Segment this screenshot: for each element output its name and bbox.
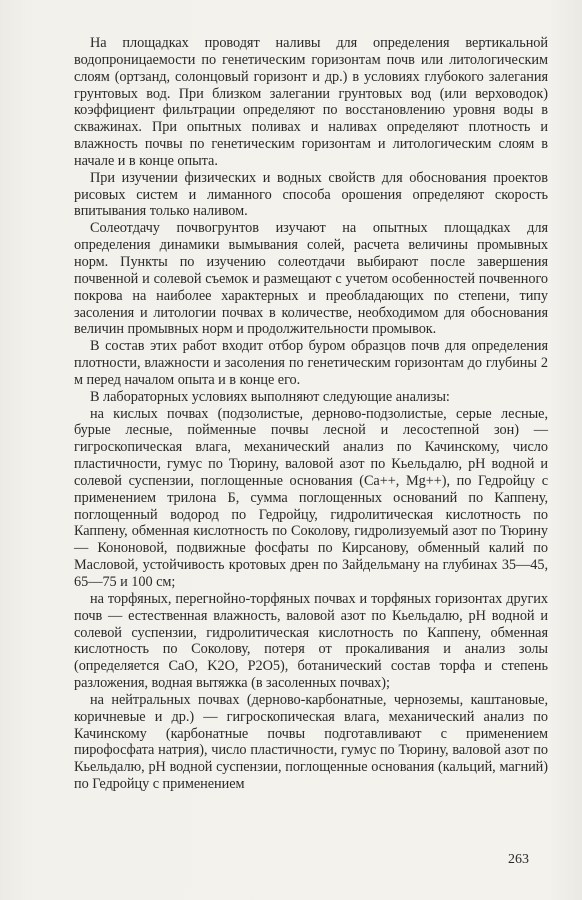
body-text	[74, 35, 548, 793]
page-number: 263	[508, 852, 529, 867]
paragraph-lab-intro: В лабораторных условиях выполняют следующие анализы:	[90, 388, 450, 405]
paragraph-acid-soils: на кислых почвах (подзолистые, дерново-подзолистые, серые лесные, бурые лесные, пойменные почвы лесной и лесостепной зон) — гигроскопическая влага, механический анализ по Качинскому, число пластичности, гумус по Тюрину, валовой азот по Кьельдалю, pH водной и солевой суспензии, поглощенные основания (Ca++, Mg++), по Гедройцу с применением трилона Б, сумма поглощенных оснований по Каппену, поглощенный водород по Гедройцу, гидролитическая кислотность по Каппену, обменная кислотность по Соколову, гидролизуемый азот по Тюрину — Кононовой, подвижные фосфаты по Кирсанову, обменный калий по Масловой, устойчивость кротовых дрен по Зайдельману на глубинах 35—45, 65—75 и 100 см;	[74, 405, 548, 590]
paragraph-neutral-soils: на нейтральных почвах (дерново-карбонатные, черноземы, каштановые, коричневые и др.) — гигроскопическая влага, механический анализ по Качинскому (карбонатные почвы подготавливают с применением пирофосфата натрия), число пластичности, гумус по Тюрину, валовой азот по Кьельдалю, pH водной суспензии, поглощенные основания (кальций, магний) по Гедройцу с применением	[74, 691, 548, 793]
paragraph-infiltration: На площадках проводят наливы для определения вертикальной водопроницаемости по генетическим горизонтам почв или литологическим слоям (ортзанд, солонцовый горизонт и др.) в условиях глубокого залегания грунтовых вод. При близком залегании грунтовых вод (или верховодок) коэффициент фильтрации определяют по восстановлению уровня воды в скважинах. При опытных поливах и наливах определяют плотность и влажность почвы по генетическим горизонтам и литологическим слоям в начале и в конце опыта.	[74, 35, 548, 169]
paragraph-sampling: В состав этих работ входит отбор буром образцов почв для определения плотности, влажности и засоления по генетическим горизонтам до глубины 2 м перед началом опыта и в конце его.	[74, 338, 548, 388]
paragraph-rice-systems: При изучении физических и водных свойств для обоснования проектов рисовых систем и лиманного способа орошения определяют скорость впитывания только наливом.	[74, 169, 548, 220]
paragraph-salt-release: Солеотдачу почвогрунтов изучают на опытных площадках для определения динамики вымывания солей, расчета величины промывных норм. Пункты по изучению солеотдачи выбирают после завершения почвенной и солевой съемок и размещают с учетом особенностей почвенного покрова на наиболее характерных и преобладающих по степени, типу засоления и литологии почвах в количестве, необходимом для обоснования величин промывных норм и продолжительности промывок.	[74, 220, 548, 338]
paragraph-peat-soils: на торфяных, перегнойно-торфяных почвах и торфяных горизонтах других почв — естественная влажность, валовой азот по Кьельдалю, pH водной и солевой суспензии, гидролитическая кислотность по Каппену, обменная кислотность по Соколову, потеря от прокаливания и анализ золы (определяется CaO, K2O, P2O5), ботанический состав торфа и степень разложения, водная вытяжка (в засоленных почвах);	[74, 590, 548, 692]
